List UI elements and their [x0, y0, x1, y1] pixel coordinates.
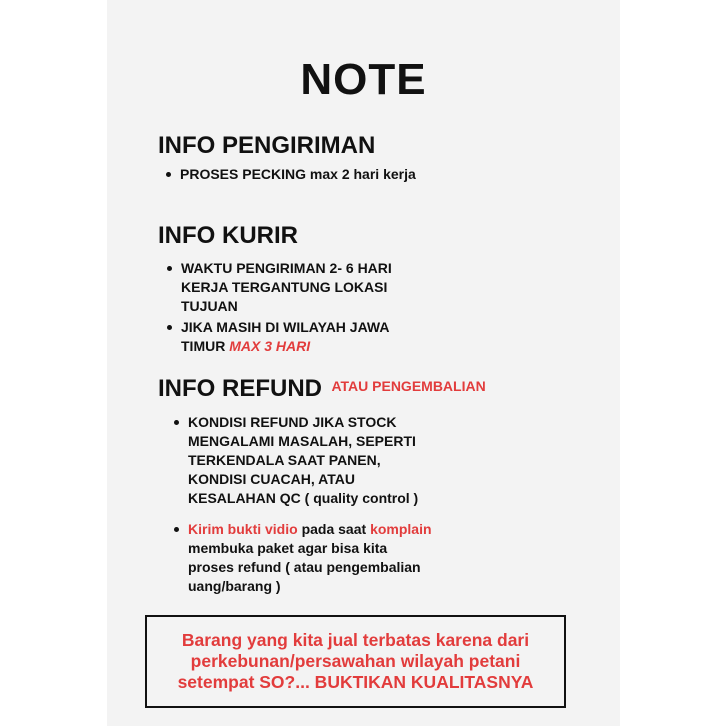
kurir-list [181, 259, 413, 356]
heading-info-kurir: INFO KURIR [158, 222, 298, 249]
kurir-item-text: JIKA MASIH DI WILAYAH JAWA TIMUR [181, 319, 389, 354]
list-item [188, 520, 433, 596]
pengiriman-item-text: max 2 hari kerja [306, 166, 416, 182]
refund-item-highlight: Kirim bukti vidio [188, 521, 298, 537]
kurir-item-text: WAKTU PENGIRIMAN 2- 6 HARI KERJA TERGANTUNG LOKASI TUJUAN [181, 260, 392, 314]
heading-info-pengiriman: INFO PENGIRIMAN [158, 132, 376, 159]
refund-heading-row [158, 375, 486, 403]
refund-item-highlight: komplain [370, 521, 432, 537]
pengiriman-list [180, 165, 510, 184]
page-title: NOTE [300, 55, 427, 104]
note-sheet [107, 0, 620, 726]
list-item [181, 259, 413, 316]
refund-subheading: ATAU PENGEMBALIAN [331, 378, 486, 394]
list-item [181, 318, 413, 356]
refund-item-text: pada saat [297, 521, 371, 537]
refund-list [188, 413, 433, 596]
kurir-item-highlight: MAX 3 HARI [229, 338, 311, 354]
notice-box [145, 615, 566, 708]
refund-item-text: KONDISI REFUND JIKA STOCK MENGALAMI MASALAH, SEPERTI TERKENDALA SAAT PANEN, KONDISI CUACAH, ATAU KESALAHAN QC ( quality control ) [188, 414, 419, 506]
refund-item-text: membuka paket agar bisa kita proses refund ( atau pengembalian uang/barang ) [188, 540, 421, 594]
list-item [188, 413, 433, 508]
pengiriman-item-strong: PROSES PECKING [180, 166, 307, 182]
heading-info-refund: INFO REFUND [158, 375, 322, 402]
notice-text: Barang yang kita jual terbatas karena dari perkebunan/persawahan wilayah petani setempat SO?... BUKTIKAN KUALITASNYA [177, 630, 534, 692]
list-item [180, 165, 510, 184]
